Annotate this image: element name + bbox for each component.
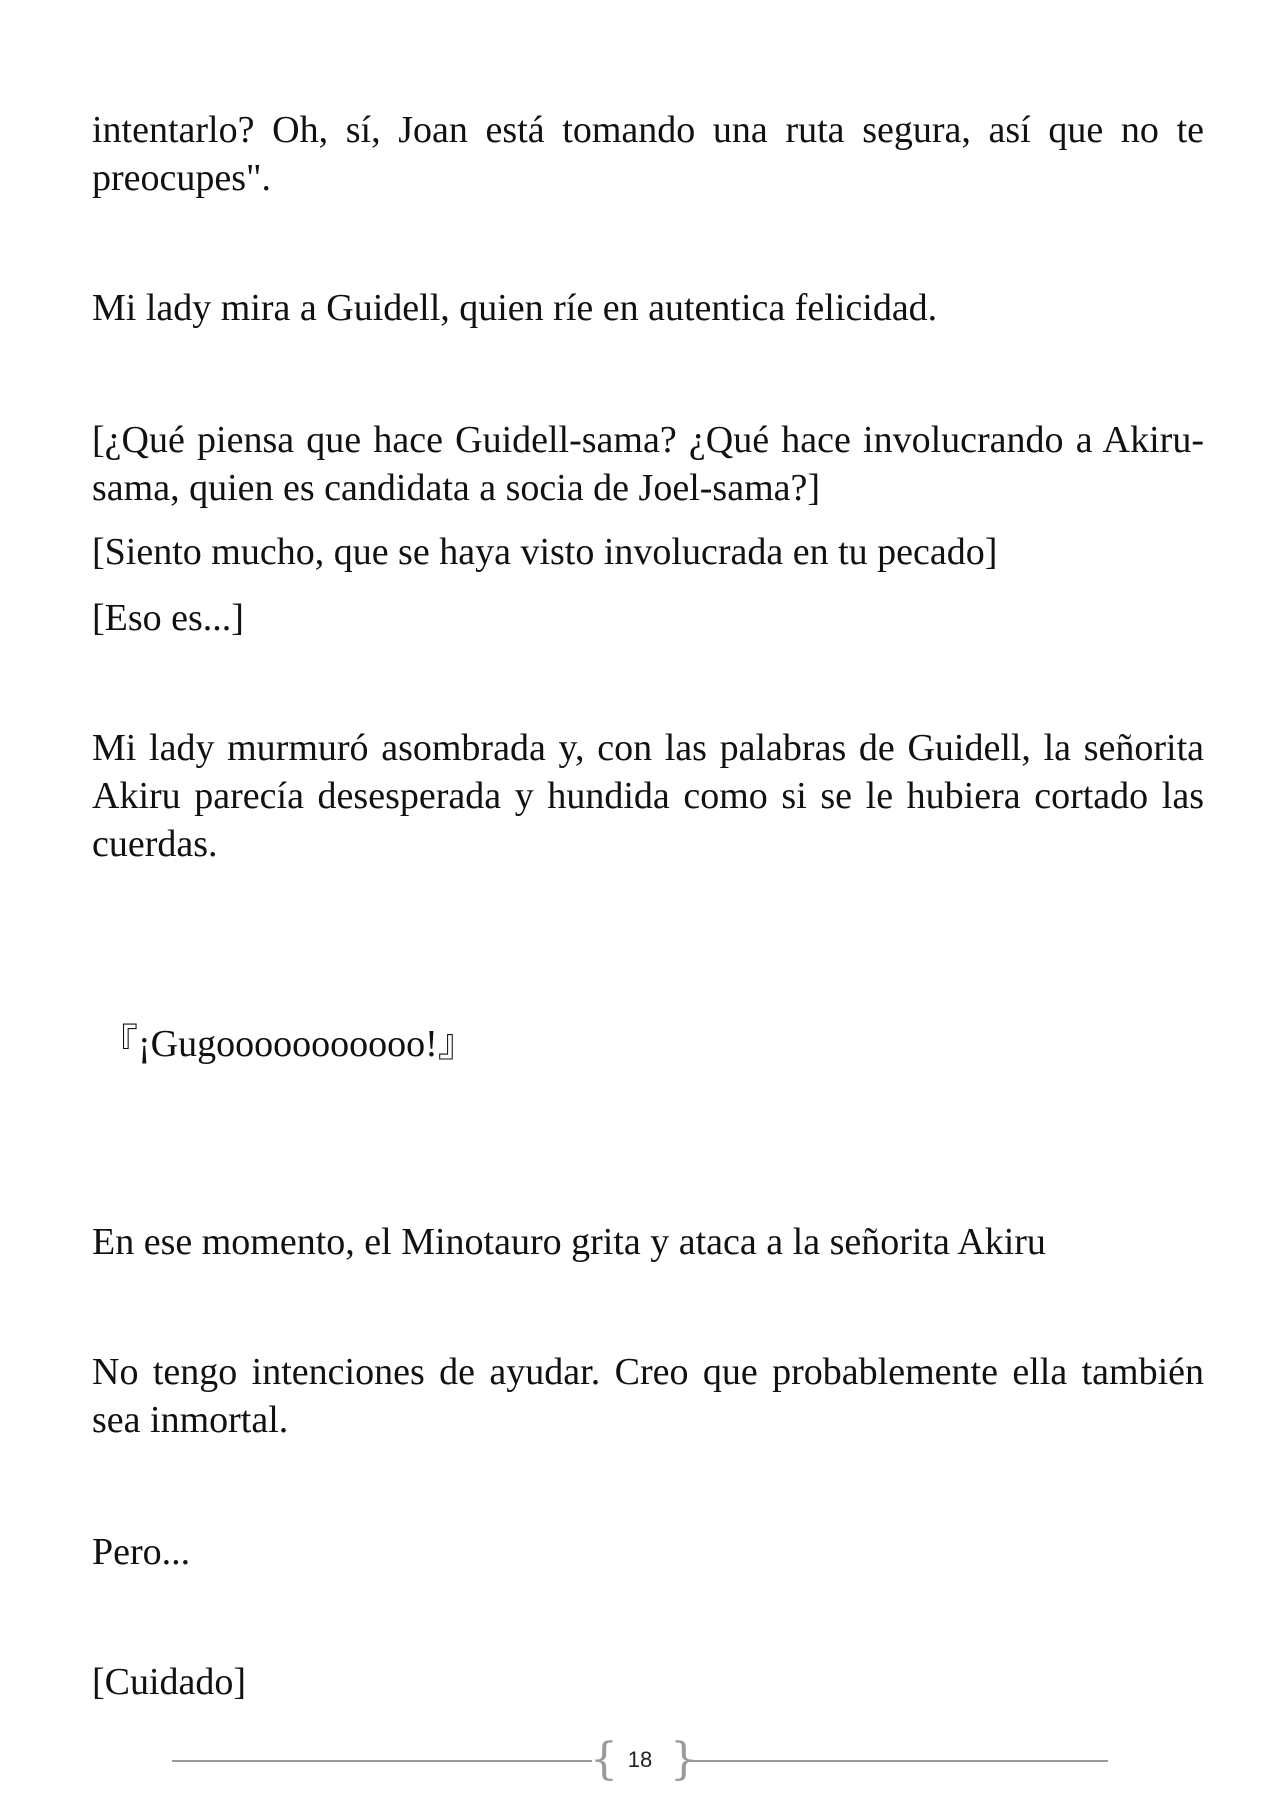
- footer-bracket-close: }: [670, 1734, 698, 1785]
- page-number: 18: [627, 1747, 653, 1772]
- paragraph-10: Pero...: [92, 1531, 191, 1573]
- paragraph-7-shout: 『¡Gugooooooooooo!』: [100, 1023, 476, 1065]
- paragraph-5: [Eso es...]: [92, 597, 244, 639]
- paragraph-6: Mi lady murmuró asombrada y, con las palabras de Guidell, la señorita Akiru parecía desesperada y hundida como si se le hubiera cortado las cuerdas.: [92, 727, 1204, 865]
- footer-rule-right: [688, 1760, 1108, 1762]
- paragraph-3: [¿Qué piensa que hace Guidell-sama? ¿Qué hace involucrando a Akiru-sama, quien es candidata a socia de Joel-sama?]: [92, 419, 1204, 509]
- paragraph-2: Mi lady mira a Guidell, quien ríe en autentica felicidad.: [92, 287, 938, 329]
- paragraph-9: No tengo intenciones de ayudar. Creo que probablemente ella también sea inmortal.: [92, 1351, 1204, 1441]
- paragraph-1: intentarlo? Oh, sí, Joan está tomando una ruta segura, así que no te preocupes".: [92, 109, 1204, 199]
- paragraph-11: [Cuidado]: [92, 1661, 247, 1703]
- footer-rule-left: [172, 1760, 592, 1762]
- paragraph-4: [Siento mucho, que se haya visto involucrada en tu pecado]: [92, 531, 998, 573]
- paragraph-8: En ese momento, el Minotauro grita y ataca a la señorita Akiru: [92, 1221, 1046, 1263]
- page-footer: [0, 1732, 1280, 1788]
- footer-bracket-open: {: [590, 1734, 618, 1785]
